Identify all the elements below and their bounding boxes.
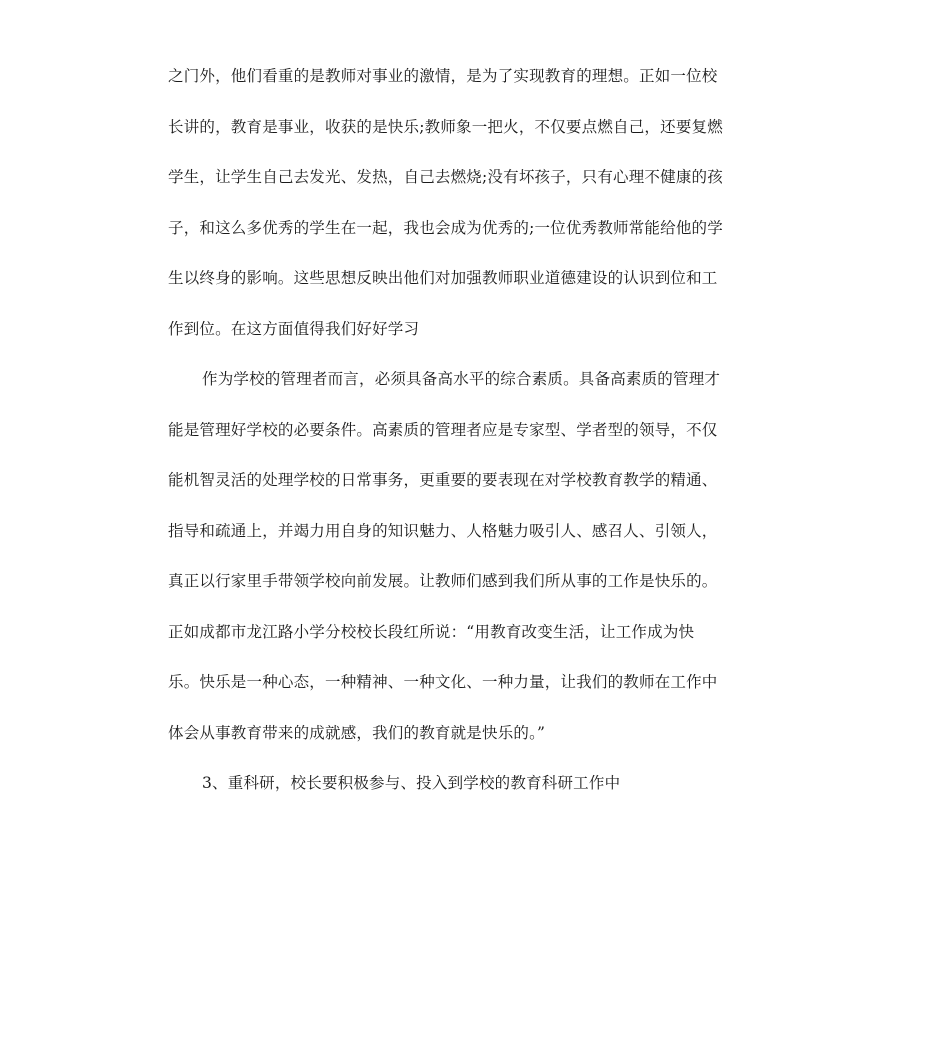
text-line: 子，和这么多优秀的学生在一起，我也会成为优秀的;一位优秀教师常能给他的学 <box>168 218 723 237</box>
text-line: 作到位。在这方面值得我们好好学习 <box>168 319 420 338</box>
text-line: 能机智灵活的处理学校的日常事务，更重要的要表现在对学校教育教学的精通、 <box>168 471 718 489</box>
text-line: 生以终身的影响。这些思想反映出他们对加强教师职业道德建设的认识到位和工 <box>168 269 718 287</box>
section-heading: 3、重科研，校长要积极参与、投入到学校的教育科研工作中 <box>202 774 621 792</box>
paragraph-start-line: 作为学校的管理者而言，必须具备高水平的综合素质。具备高素质的管理才 <box>202 370 721 388</box>
text-line: 指导和疏通上，并竭力用自身的知识魅力、人格魅力吸引人、感召人、引领人， <box>168 521 718 540</box>
document-body <box>168 58 784 816</box>
text-line: 正如成都市龙江路小学分校校长段红所说：“用教育改变生活，让工作成为快 <box>168 622 695 641</box>
text-line: 乐。快乐是一种心态，一种精神、一种文化、一种力量，让我们的教师在工作中 <box>168 673 718 691</box>
text-line: 能是管理好学校的必要条件。高素质的管理者应是专家型、学者型的领导，不仅 <box>168 420 718 439</box>
text-line: 长讲的，教育是事业，收获的是快乐;教师象一把火，不仅要点燃自己，还要复燃 <box>168 117 723 136</box>
text-line: 体会从事教育带来的成就感，我们的教育就是快乐的。” <box>168 723 546 742</box>
text-line: 学生，让学生自己去发光、发热，自己去燃烧;没有坏孩子，只有心理不健康的孩 <box>168 168 723 186</box>
text-line: 真正以行家里手带领学校向前发展。让教师们感到我们所从事的工作是快乐的。 <box>168 572 718 590</box>
text-line: 之门外，他们看重的是教师对事业的激情，是为了实现教育的理想。正如一位校 <box>168 67 718 85</box>
